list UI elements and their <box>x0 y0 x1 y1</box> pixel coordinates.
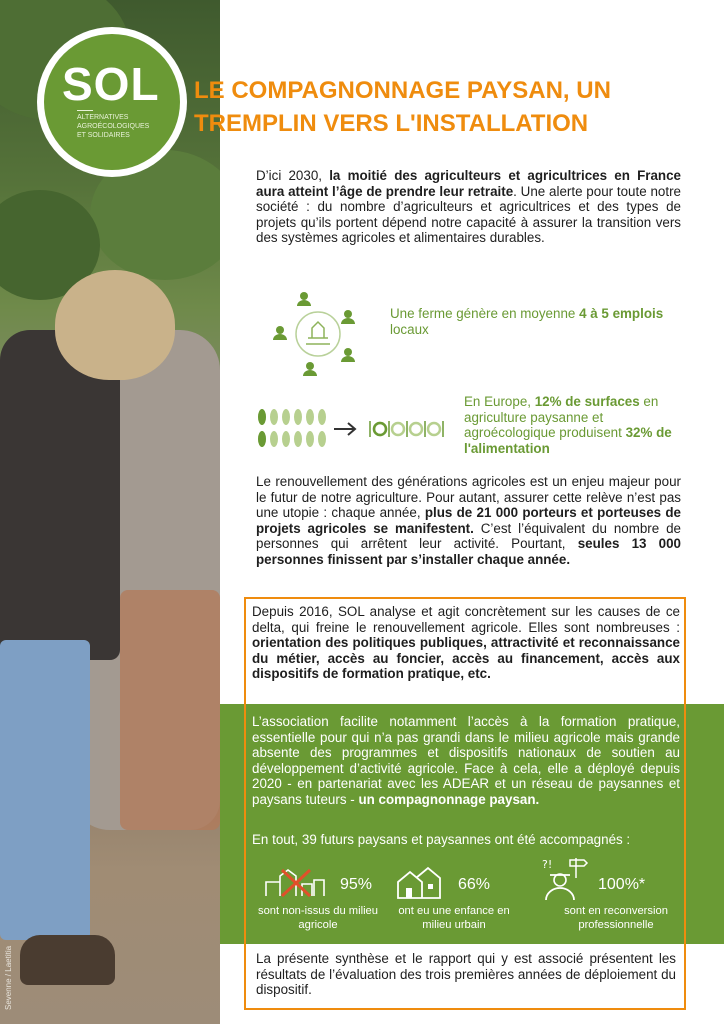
no-farm-icon <box>262 866 330 900</box>
logo-subtitle-line: AGROÉCOLOGIQUES <box>77 123 150 130</box>
farm-jobs-icon <box>268 290 368 378</box>
kpi-value: 66% <box>458 876 491 893</box>
farmer-signpost-icon <box>540 856 590 902</box>
intro-paragraph: D’ici 2030, la moitié des agriculteurs et agricultrices en France aura atteint l’âge de prendre leur retraite. Une alerte pour toute notre société : du nombre d’agriculteurs et agricultrices et des types de projets qu’ils portent dépend notre capacité à assurer la transition vers des systèmes agricoles et alimentaires durables. <box>256 168 681 246</box>
kpi-value: 100%* <box>598 876 646 893</box>
page-title: LE COMPAGNONNAGE PAYSAN, UN TREMPLIN VERS L'INSTALLATION <box>194 77 611 137</box>
farmer-head <box>55 270 175 380</box>
final-paragraph: La présente synthèse et le rapport qui y est associé présentent les résultats de l’évaluation des trois premières années de déploiement du dispositif. <box>256 951 676 998</box>
farmer-jeans <box>0 640 90 940</box>
farm-jobs-stat: Une ferme génère en moyenne 4 à 5 emplois locaux <box>390 306 664 337</box>
logo-rule <box>77 110 93 111</box>
europe-stat: En Europe, 12% de surfaces en agriculture paysanne et agroécologique produisent 32% de l'alimentation <box>464 394 672 456</box>
kpi-label: sont non-issus du milieu agricole <box>257 905 378 931</box>
houses-icon <box>396 866 442 900</box>
kpi-label: ont eu une enfance en milieu urbain <box>398 905 510 931</box>
crops-to-food-icon <box>254 405 454 455</box>
farmer-boot <box>20 935 115 985</box>
total-accompanied: En tout, 39 futurs paysans et paysannes ont été accompagnés : <box>252 832 631 847</box>
logo-subtitle-line: ALTERNATIVES <box>77 114 129 121</box>
causes-paragraph: Depuis 2016, SOL analyse et agit concrètement sur les causes de ce delta, qui freine le renouvellement agricole. Elles sont nombreuses : orientation des politiques publiques, attractivité et reconnaissance du métier, accès au foncier, accès au financement, accès aux dispositifs de formation pratique, etc. <box>252 604 680 682</box>
brick-pile <box>120 590 220 830</box>
logo-word: SOL <box>62 58 160 110</box>
kpi-value: 95% <box>340 876 373 893</box>
logo-subtitle-line: ET SOLIDAIRES <box>77 132 130 139</box>
photo-credit: Sevenne / Laetitia <box>4 945 13 1010</box>
logo-subtitle <box>77 113 177 140</box>
svg-text:?!: ?! <box>542 858 553 871</box>
renewal-paragraph: Le renouvellement des générations agricoles est un enjeu majeur pour le futur de notre agriculture. Pour autant, assurer cette relève n’est pas une utopie : chaque année, plus de 21 000 porteurs et porteuses de projets agricoles se manifestent. C’est l’équivalent du nombre de personnes qui arrêtent leur activité. Pourtant, seules 13 000 personnes finissent par s’installer chaque année. <box>256 474 681 567</box>
kpi-label: sont en reconversion professionnelle <box>564 905 668 931</box>
association-paragraph: L’association facilite notamment l’accès à la formation pratique, essentielle pour qui n’a pas grandi dans le milieu agricole mais grande absente des programmes et dispositifs nationaux de soutien au développement d’activité agricole. Face à cela, elle a déployé depuis 2020 - en partenariat avec les ADEAR et un réseau de paysannes et paysans tuteurs - un compagnonnage paysan. <box>252 714 680 807</box>
